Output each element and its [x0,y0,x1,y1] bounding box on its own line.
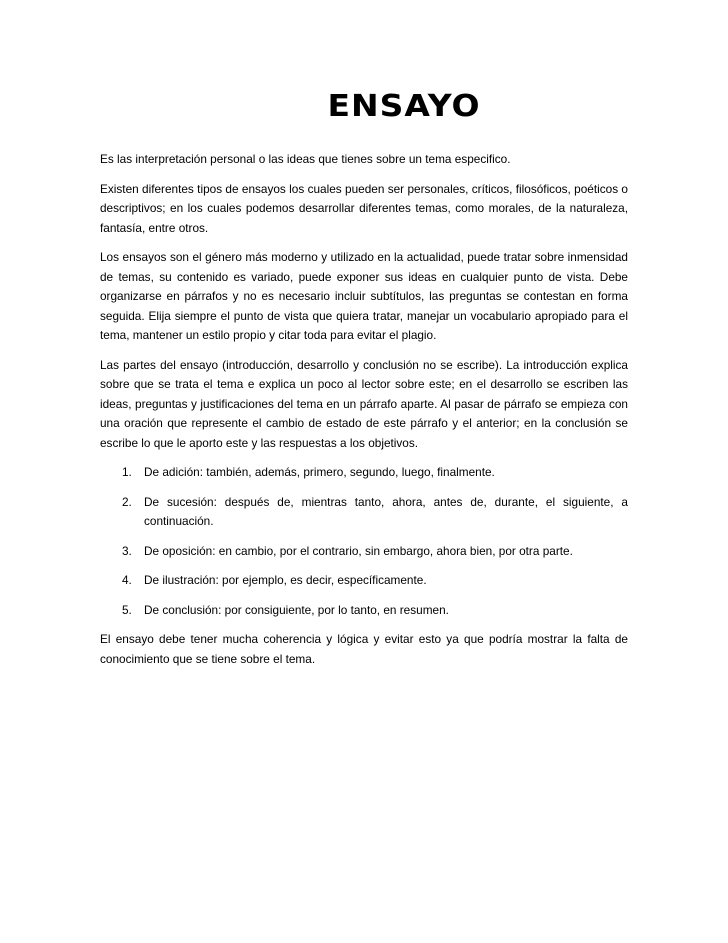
document-page [100,84,628,669]
list-item-number: 1. [122,465,132,479]
paragraph-parts: Las partes del ensayo (introducción, desarrollo y conclusión no se escribe). La introducción explica sobre que se trata el tema e explica un poco al lector sobre este; en el desarrollo se escriben las ideas, preguntas y justificaciones del tema en un párrafo aparte. Al pasar de párrafo se empieza con una oración que represente el cambio de estado de este párrafo y el anterior; en la conclusión se escribe lo que le aporto este y las respuestas a los objetivos. [100,357,628,450]
list-item [122,601,628,621]
list-item [122,493,628,532]
paragraph-types: Existen diferentes tipos de ensayos los cuales pueden ser personales, críticos, filosóficos, poéticos o descriptivos; en los cuales podemos desarrollar diferentes temas, como morales, de la naturaleza, fantasía, entre otros. [100,181,628,235]
list-item-number: 5. [122,602,132,617]
list-item-text: De conclusión: por consiguiente, por lo tanto, en resumen. [144,602,449,617]
paragraph-definition: Es las interpretación personal o las ideas que tienes sobre un tema especifico. [100,152,511,166]
list-item-text: De ilustración: por ejemplo, es decir, específicamente. [144,573,427,587]
list-item [122,571,628,591]
list-item-text: De adición: también, además, primero, segundo, luego, finalmente. [144,465,495,479]
document-title: ENSAYO [327,87,481,124]
list-item [122,542,628,562]
list-item [122,463,628,483]
list-item-text: De oposición: en cambio, por el contrario, sin embargo, ahora bien, por otra parte. [144,543,573,558]
list-item-number: 2. [122,494,132,509]
list-item-text: De sucesión: después de, mientras tanto, ahora, antes de, durante, el siguiente, a continuación. [144,494,628,528]
list-item-number: 3. [122,543,132,558]
list-item-number: 4. [122,573,132,587]
connectors-list [100,463,628,620]
paragraph-genre: Los ensayos son el género más moderno y utilizado en la actualidad, puede tratar sobre inmensidad de temas, su contenido es variado, puede exponer sus ideas en cualquier punto de vista. Debe organizarse en párrafos y no es necesario incluir subtítulos, las preguntas se contestan en forma seguida. Elija siempre el punto de vista que quiera tratar, manejar un vocabulario apropiado para el tema, mantener un estilo propio y citar toda para evitar el plagio. [100,250,628,342]
paragraph-closing: El ensayo debe tener mucha coherencia y lógica y evitar esto ya que podría mostrar la falta de conocimiento que se tiene sobre el tema. [100,632,628,666]
